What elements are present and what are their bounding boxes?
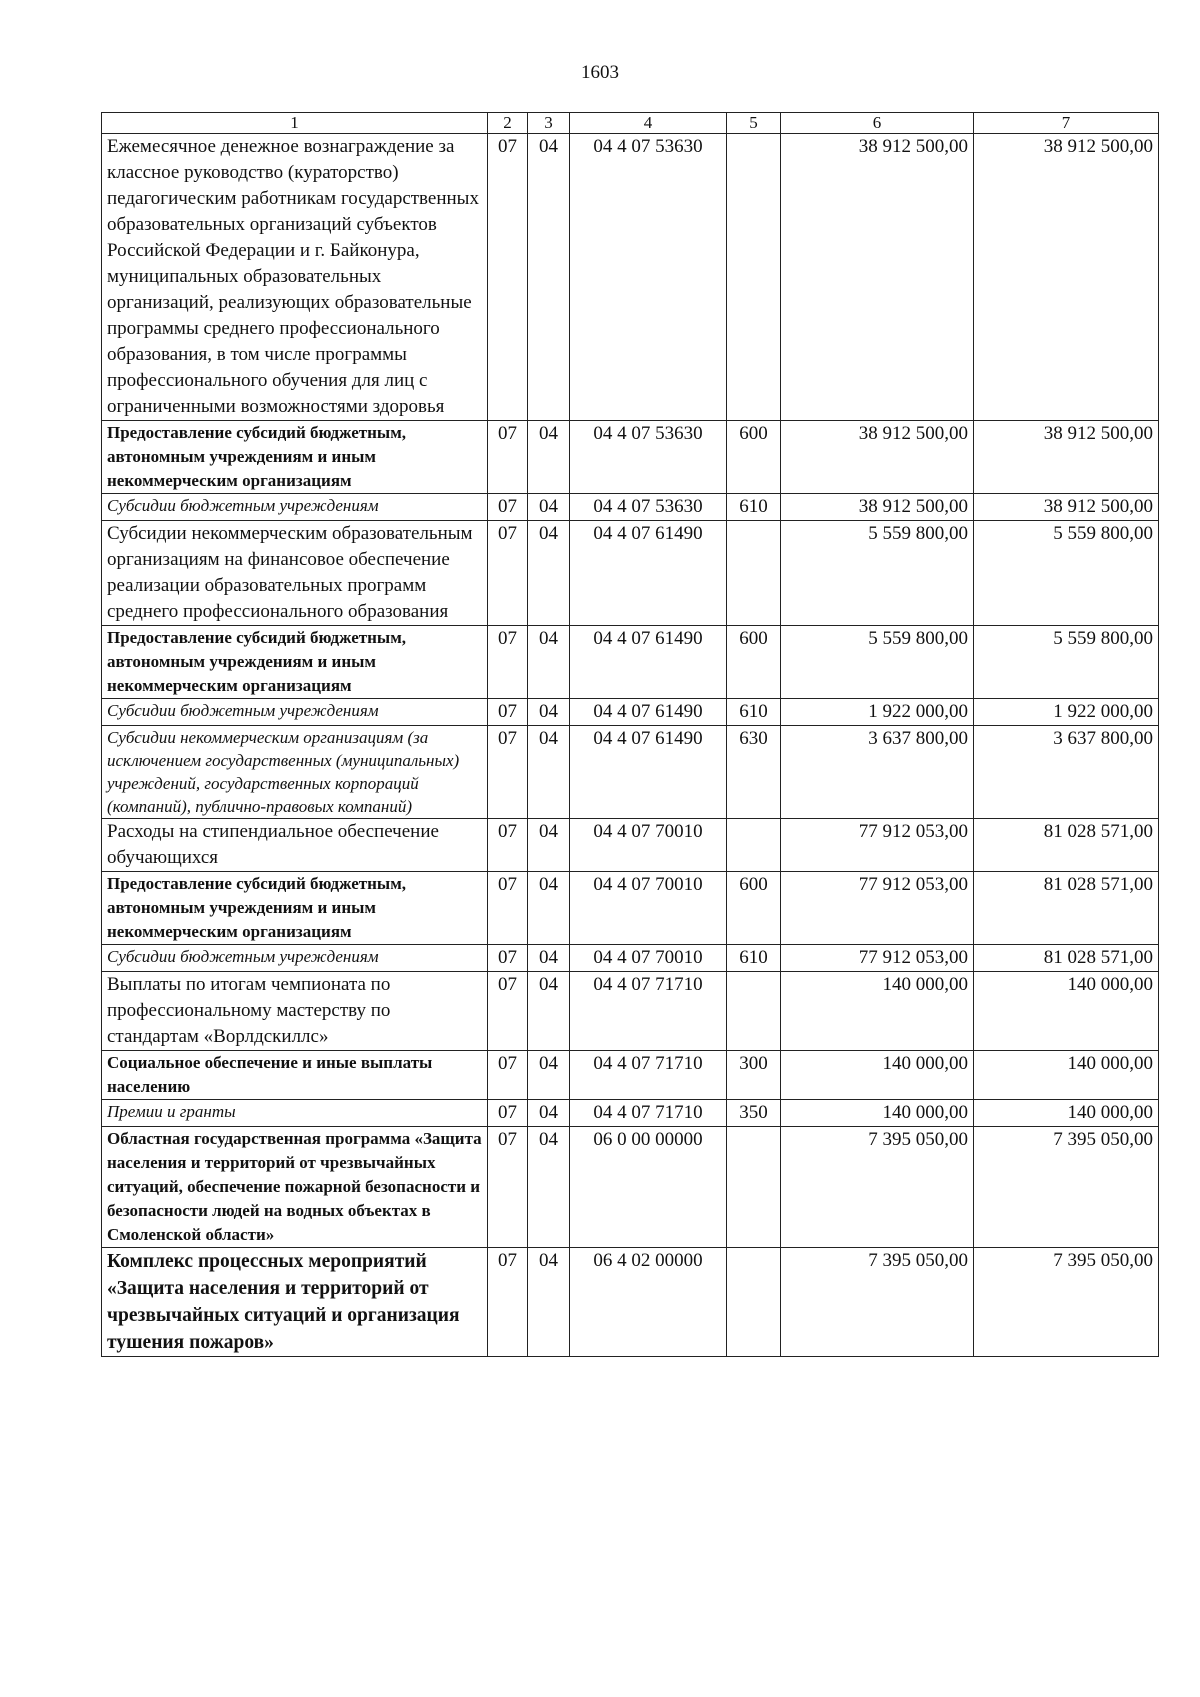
row-section: 07 bbox=[488, 945, 528, 972]
row-expense-type bbox=[727, 819, 781, 872]
row-section: 07 bbox=[488, 972, 528, 1051]
row-name: Расходы на стипендиальное обеспечение обучающихся bbox=[102, 819, 488, 872]
row-expense-type: 630 bbox=[727, 726, 781, 819]
row-amount-year1: 7 395 050,00 bbox=[781, 1248, 974, 1357]
row-subsection: 04 bbox=[528, 819, 570, 872]
header-row bbox=[102, 113, 1159, 134]
row-amount-year2: 5 559 800,00 bbox=[974, 626, 1159, 699]
row-target-article: 04 4 07 70010 bbox=[570, 819, 727, 872]
row-amount-year1: 1 922 000,00 bbox=[781, 699, 974, 726]
row-amount-year2: 81 028 571,00 bbox=[974, 945, 1159, 972]
row-amount-year1: 38 912 500,00 bbox=[781, 134, 974, 421]
header-cell-6: 6 bbox=[781, 113, 974, 134]
row-amount-year2: 7 395 050,00 bbox=[974, 1248, 1159, 1357]
row-expense-type: 610 bbox=[727, 699, 781, 726]
row-amount-year1: 77 912 053,00 bbox=[781, 945, 974, 972]
budget-table bbox=[101, 112, 1159, 1357]
row-amount-year1: 77 912 053,00 bbox=[781, 872, 974, 945]
row-name: Субсидии бюджетным учреждениям bbox=[102, 494, 488, 521]
header-cell-7: 7 bbox=[974, 113, 1159, 134]
row-subsection: 04 bbox=[528, 1051, 570, 1100]
row-expense-type: 610 bbox=[727, 945, 781, 972]
row-section: 07 bbox=[488, 872, 528, 945]
row-name: Субсидии некоммерческим организациям (за исключением государственных (муниципальных) учреждений, государственных корпораций (компаний), публично-правовых компаний) bbox=[102, 726, 488, 819]
row-section: 07 bbox=[488, 726, 528, 819]
header-cell-5: 5 bbox=[727, 113, 781, 134]
table-row bbox=[102, 521, 1159, 626]
row-target-article: 04 4 07 61490 bbox=[570, 699, 727, 726]
header-cell-2: 2 bbox=[488, 113, 528, 134]
row-section: 07 bbox=[488, 1248, 528, 1357]
page-number: 1603 bbox=[581, 62, 619, 83]
row-subsection: 04 bbox=[528, 421, 570, 494]
row-expense-type: 350 bbox=[727, 1100, 781, 1127]
table-row bbox=[102, 1127, 1159, 1248]
table-row bbox=[102, 1051, 1159, 1100]
row-amount-year2: 81 028 571,00 bbox=[974, 819, 1159, 872]
row-name: Предоставление субсидий бюджетным, автономным учреждениям и иным некоммерческим организациям bbox=[102, 872, 488, 945]
row-subsection: 04 bbox=[528, 521, 570, 626]
row-subsection: 04 bbox=[528, 945, 570, 972]
row-name: Комплекс процессных мероприятий «Защита населения и территорий от чрезвычайных ситуаций и организация тушения пожаров» bbox=[102, 1248, 488, 1357]
row-section: 07 bbox=[488, 626, 528, 699]
row-amount-year1: 77 912 053,00 bbox=[781, 819, 974, 872]
table-row bbox=[102, 819, 1159, 872]
row-target-article: 04 4 07 71710 bbox=[570, 972, 727, 1051]
row-expense-type bbox=[727, 1248, 781, 1357]
row-expense-type bbox=[727, 134, 781, 421]
row-amount-year1: 140 000,00 bbox=[781, 972, 974, 1051]
table-row bbox=[102, 699, 1159, 726]
table-row bbox=[102, 134, 1159, 421]
row-name: Субсидии бюджетным учреждениям bbox=[102, 699, 488, 726]
row-amount-year1: 38 912 500,00 bbox=[781, 494, 974, 521]
table-row bbox=[102, 945, 1159, 972]
row-subsection: 04 bbox=[528, 494, 570, 521]
row-name: Премии и гранты bbox=[102, 1100, 488, 1127]
row-section: 07 bbox=[488, 521, 528, 626]
row-expense-type: 600 bbox=[727, 872, 781, 945]
table-row bbox=[102, 1248, 1159, 1357]
row-name: Социальное обеспечение и иные выплаты населению bbox=[102, 1051, 488, 1100]
row-expense-type: 600 bbox=[727, 421, 781, 494]
table-row bbox=[102, 494, 1159, 521]
row-expense-type bbox=[727, 521, 781, 626]
row-subsection: 04 bbox=[528, 1100, 570, 1127]
row-subsection: 04 bbox=[528, 1248, 570, 1357]
row-target-article: 04 4 07 71710 bbox=[570, 1051, 727, 1100]
row-target-article: 04 4 07 70010 bbox=[570, 945, 727, 972]
row-name: Областная государственная программа «Защита населения и территорий от чрезвычайных ситуаций, обеспечение пожарной безопасности и безопасности людей на водных объектах в Смоленской области» bbox=[102, 1127, 488, 1248]
row-subsection: 04 bbox=[528, 726, 570, 819]
row-section: 07 bbox=[488, 819, 528, 872]
row-amount-year1: 3 637 800,00 bbox=[781, 726, 974, 819]
row-subsection: 04 bbox=[528, 972, 570, 1051]
row-amount-year2: 140 000,00 bbox=[974, 972, 1159, 1051]
row-amount-year2: 3 637 800,00 bbox=[974, 726, 1159, 819]
table-row bbox=[102, 421, 1159, 494]
row-amount-year1: 140 000,00 bbox=[781, 1051, 974, 1100]
header-cell-3: 3 bbox=[528, 113, 570, 134]
row-section: 07 bbox=[488, 421, 528, 494]
row-section: 07 bbox=[488, 1100, 528, 1127]
row-amount-year1: 5 559 800,00 bbox=[781, 521, 974, 626]
row-amount-year2: 140 000,00 bbox=[974, 1051, 1159, 1100]
row-target-article: 06 0 00 00000 bbox=[570, 1127, 727, 1248]
row-amount-year1: 5 559 800,00 bbox=[781, 626, 974, 699]
row-expense-type bbox=[727, 1127, 781, 1248]
row-target-article: 04 4 07 61490 bbox=[570, 626, 727, 699]
row-amount-year2: 1 922 000,00 bbox=[974, 699, 1159, 726]
row-expense-type: 600 bbox=[727, 626, 781, 699]
row-amount-year2: 140 000,00 bbox=[974, 1100, 1159, 1127]
row-amount-year1: 38 912 500,00 bbox=[781, 421, 974, 494]
row-section: 07 bbox=[488, 134, 528, 421]
row-target-article: 04 4 07 53630 bbox=[570, 494, 727, 521]
row-subsection: 04 bbox=[528, 699, 570, 726]
row-name: Ежемесячное денежное вознаграждение за классное руководство (кураторство) педагогическим работникам государственных образовательных организаций субъектов Российской Федерации и г. Байконура, муниципальных образовательных организаций, реализующих образовательные программы среднего профессионального образования, в том числе программы профессионального обучения для лиц с ограниченными возможностями здоровья bbox=[102, 134, 488, 421]
row-subsection: 04 bbox=[528, 1127, 570, 1248]
row-target-article: 04 4 07 53630 bbox=[570, 421, 727, 494]
row-name: Выплаты по итогам чемпионата по профессиональному мастерству по стандартам «Ворлдскиллс» bbox=[102, 972, 488, 1051]
row-subsection: 04 bbox=[528, 134, 570, 421]
row-name: Предоставление субсидий бюджетным, автономным учреждениям и иным некоммерческим организациям bbox=[102, 626, 488, 699]
row-name: Предоставление субсидий бюджетным, автономным учреждениям и иным некоммерческим организациям bbox=[102, 421, 488, 494]
row-name: Субсидии некоммерческим образовательным организациям на финансовое обеспечение реализации образовательных программ среднего профессионального образования bbox=[102, 521, 488, 626]
row-section: 07 bbox=[488, 1127, 528, 1248]
table-row bbox=[102, 1100, 1159, 1127]
row-target-article: 04 4 07 61490 bbox=[570, 521, 727, 626]
row-subsection: 04 bbox=[528, 872, 570, 945]
row-target-article: 04 4 07 71710 bbox=[570, 1100, 727, 1127]
row-expense-type: 610 bbox=[727, 494, 781, 521]
row-amount-year2: 81 028 571,00 bbox=[974, 872, 1159, 945]
row-subsection: 04 bbox=[528, 626, 570, 699]
row-expense-type bbox=[727, 972, 781, 1051]
row-section: 07 bbox=[488, 494, 528, 521]
row-expense-type: 300 bbox=[727, 1051, 781, 1100]
table-row bbox=[102, 726, 1159, 819]
table-row bbox=[102, 626, 1159, 699]
header-cell-4: 4 bbox=[570, 113, 727, 134]
header-cell-1: 1 bbox=[102, 113, 488, 134]
row-target-article: 04 4 07 70010 bbox=[570, 872, 727, 945]
row-amount-year2: 38 912 500,00 bbox=[974, 494, 1159, 521]
row-amount-year2: 7 395 050,00 bbox=[974, 1127, 1159, 1248]
row-target-article: 06 4 02 00000 bbox=[570, 1248, 727, 1357]
row-amount-year2: 38 912 500,00 bbox=[974, 134, 1159, 421]
row-amount-year1: 140 000,00 bbox=[781, 1100, 974, 1127]
row-section: 07 bbox=[488, 699, 528, 726]
row-amount-year2: 38 912 500,00 bbox=[974, 421, 1159, 494]
row-target-article: 04 4 07 53630 bbox=[570, 134, 727, 421]
table-row bbox=[102, 872, 1159, 945]
row-amount-year1: 7 395 050,00 bbox=[781, 1127, 974, 1248]
row-name: Субсидии бюджетным учреждениям bbox=[102, 945, 488, 972]
table-body bbox=[102, 113, 1159, 1357]
row-target-article: 04 4 07 61490 bbox=[570, 726, 727, 819]
row-amount-year2: 5 559 800,00 bbox=[974, 521, 1159, 626]
row-section: 07 bbox=[488, 1051, 528, 1100]
table-row bbox=[102, 972, 1159, 1051]
